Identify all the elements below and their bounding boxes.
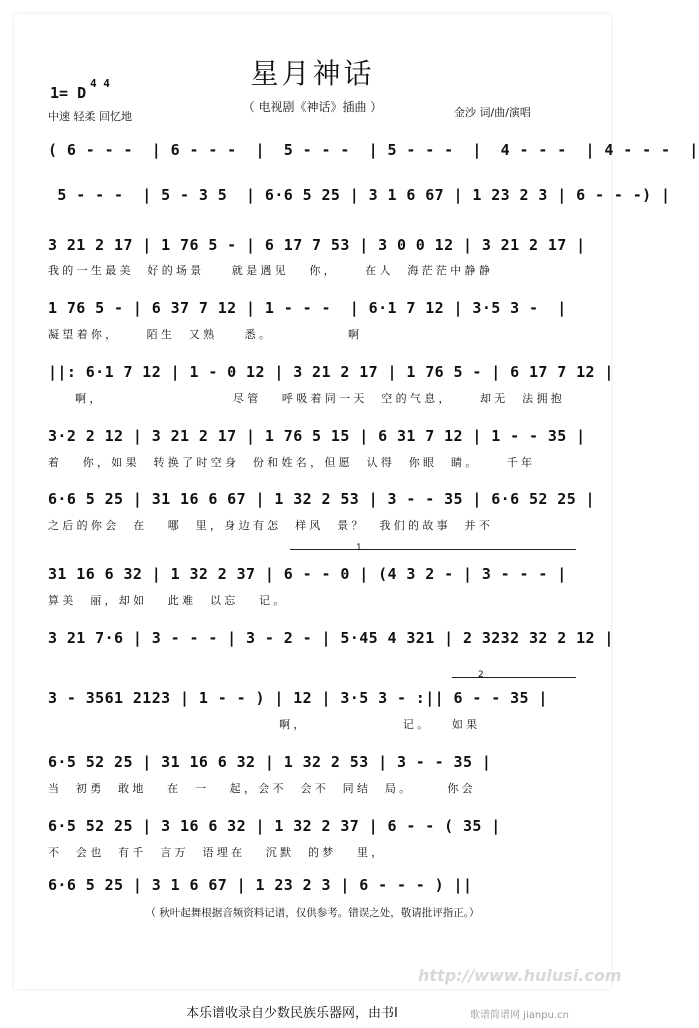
volta-bracket [452, 677, 576, 678]
score-line: 6·5 52 25 | 31 16 6 32 | 1 32 2 53 | 3 - - 35 | [48, 753, 492, 771]
transcriber-note: （ 秋叶起舞根据音频资料记谱，仅供参考。错误之处，敬请批评指正。） [145, 907, 480, 919]
song-title: 星月神话 [250, 57, 375, 90]
song-subtitle: （ 电视剧《神话》插曲 ） [242, 100, 383, 114]
lyric-line: 之后的你会 在 哪 里，身边有怎 样风 景？ 我们的故事 并不 [48, 519, 494, 532]
lyric-line: 啊， 记。 如果 [48, 718, 481, 731]
volta-bracket [290, 549, 576, 550]
score-line: 6·6 5 25 | 3 1 6 67 | 1 23 2 3 | 6 - - - ) || [48, 876, 473, 894]
lyric-line: 算美 丽，却如 此难 以忘 记。 [48, 594, 288, 607]
score-line: ||: 6·1 7 12 | 1 - 0 12 | 3 21 2 17 | 1 76 5 - | 6 17 7 12 | [48, 363, 614, 381]
lyric-line: 啊， 尽管 呼吸着同一天 空的气息， 却无 法拥抱 [48, 392, 566, 405]
score-line: 3 - 3561 2123 | 1 - - ) | 12 | 3·5 3 - :|| 6 - - 35 | [48, 689, 548, 707]
score-line: ( 6 - - - | 6 - - - | 5 - - - | 5 - - - | 4 - - - | 4 - - - | [48, 141, 699, 159]
score-line: 5 - - - | 5 - 3 5 | 6·6 5 25 | 3 1 6 67 | 1 23 2 3 | 6 - - -) | [48, 186, 671, 204]
lyric-line: 我的一生最美 好的场景 就是遇见 你， 在人 海茫茫中静静 [48, 264, 494, 277]
lyric-line: 着 你，如果 转换了时空身 份和姓名，但愿 认得 你眼 睛。 千年 [48, 456, 536, 469]
volta-number: 2 [478, 670, 484, 680]
tempo-marking: 中速 轻柔 回忆地 [48, 110, 132, 123]
volta-number: 1 [356, 543, 362, 553]
score-line: 6·6 5 25 | 31 16 6 67 | 1 32 2 53 | 3 - - 35 | 6·6 52 25 | [48, 490, 595, 508]
lyric-line: 不 会也 有千 言万 语埋在 沉默 的梦 里， [48, 846, 386, 859]
time-signature: 4 4 [90, 77, 110, 90]
credit-line: 金沙 词/曲/演唱 [454, 106, 531, 119]
key-signature: 1= D [50, 84, 87, 102]
lyric-line: 当 初勇 敢地 在 一 起，会不 会不 同结 局。 你会 [48, 782, 477, 795]
score-line: 3·2 2 12 | 3 21 2 17 | 1 76 5 15 | 6 31 7 12 | 1 - - 35 | [48, 427, 586, 445]
score-line: 3 21 7·6 | 3 - - - | 3 - 2 - | 5·45 4 321 | 2 3232 32 2 12 | [48, 629, 614, 647]
lyric-line: 凝望着你， 陌生 又熟 悉。 啊 [48, 328, 363, 341]
score-line: 6·5 52 25 | 3 16 6 32 | 1 32 2 37 | 6 - - ( 35 | [48, 817, 501, 835]
source-note: 本乐谱收录自少数民族乐器网，由书I [186, 1006, 398, 1021]
site-watermark: 歌谱简谱网 jianpu.cn [470, 1010, 569, 1021]
score-line: 1 76 5 - | 6 37 7 12 | 1 - - - | 6·1 7 12 | 3·5 3 - | [48, 299, 567, 317]
score-line: 3 21 2 17 | 1 76 5 - | 6 17 7 53 | 3 0 0 12 | 3 21 2 17 | [48, 236, 586, 254]
watermark: http://www.hulusi.com [418, 966, 622, 985]
score-line: 31 16 6 32 | 1 32 2 37 | 6 - - 0 | (4 3 2 - | 3 - - - | [48, 565, 567, 583]
